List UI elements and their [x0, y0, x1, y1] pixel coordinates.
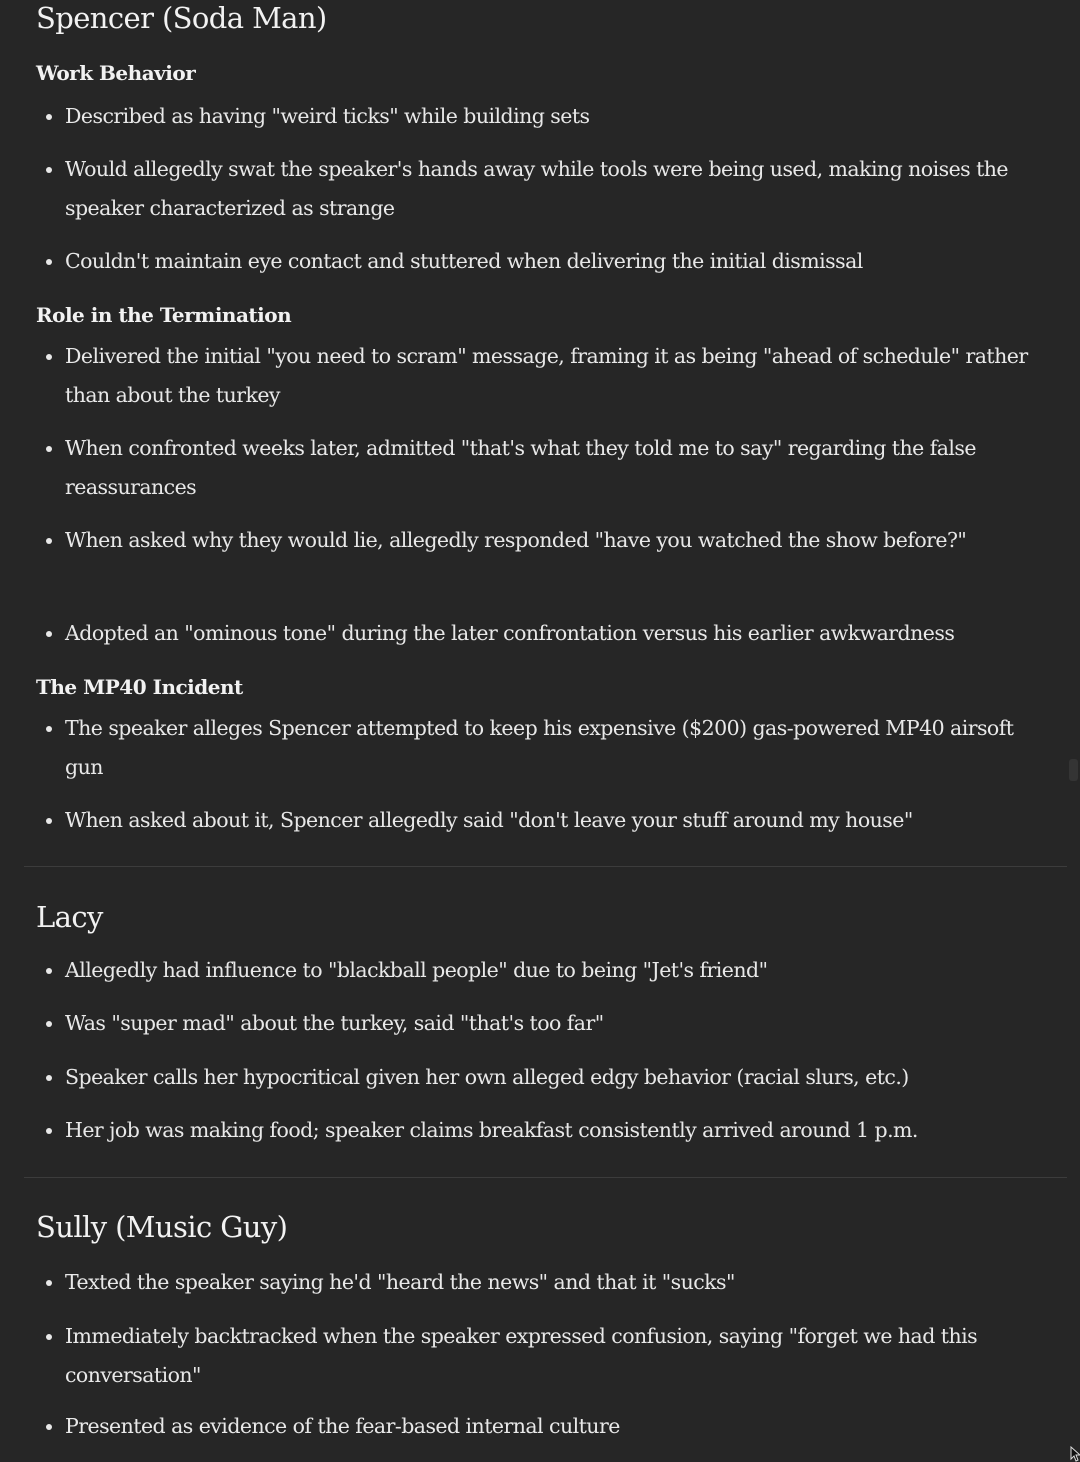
- section-divider: [24, 866, 1067, 867]
- list-item: Adopted an "ominous tone" during the later confrontation versus his earlier awkwardness: [65, 614, 1040, 653]
- section-title: Spencer (Soda Man): [36, 1, 327, 35]
- list-item: Texted the speaker saying he'd "heard the news" and that it "sucks": [65, 1263, 1040, 1302]
- section-title: Sully (Music Guy): [36, 1210, 288, 1244]
- section-title: Lacy: [36, 900, 103, 934]
- mouse-pointer-icon: [1070, 1446, 1080, 1462]
- list-item: The speaker alleges Spencer attempted to keep his expensive ($200) gas-powered MP40 airsoft gun: [65, 709, 1040, 787]
- subsection-heading: Work Behavior: [36, 61, 196, 85]
- list-item: When confronted weeks later, admitted "that's what they told me to say" regarding the false reassurances: [65, 429, 1040, 507]
- list-item: Described as having "weird ticks" while building sets: [65, 97, 1040, 136]
- list-item: When asked about it, Spencer allegedly said "don't leave your stuff around my house": [65, 801, 1040, 840]
- list-item: Immediately backtracked when the speaker expressed confusion, saying "forget we had this conversation": [65, 1317, 1040, 1395]
- subsection-heading: Role in the Termination: [36, 303, 292, 327]
- list-item: Couldn't maintain eye contact and stuttered when delivering the initial dismissal: [65, 242, 1040, 281]
- list-item: Speaker calls her hypocritical given her own alleged edgy behavior (racial slurs, etc.): [65, 1058, 1040, 1097]
- list-item: Presented as evidence of the fear-based internal culture: [65, 1407, 1040, 1446]
- list-item: Delivered the initial "you need to scram" message, framing it as being "ahead of schedule" rather than about the turkey: [65, 337, 1040, 415]
- subsection-heading: The MP40 Incident: [36, 675, 243, 699]
- scrollbar-thumb[interactable]: [1069, 759, 1078, 781]
- list-item: Her job was making food; speaker claims breakfast consistently arrived around 1 p.m.: [65, 1111, 1040, 1150]
- list-item: Allegedly had influence to "blackball people" due to being "Jet's friend": [65, 951, 1040, 990]
- section-divider: [24, 1177, 1067, 1178]
- list-item: When asked why they would lie, allegedly responded "have you watched the show before?": [65, 521, 1040, 560]
- list-item: Would allegedly swat the speaker's hands away while tools were being used, making noises the speaker characterized as strange: [65, 150, 1040, 228]
- list-item: Was "super mad" about the turkey, said "that's too far": [65, 1004, 1040, 1043]
